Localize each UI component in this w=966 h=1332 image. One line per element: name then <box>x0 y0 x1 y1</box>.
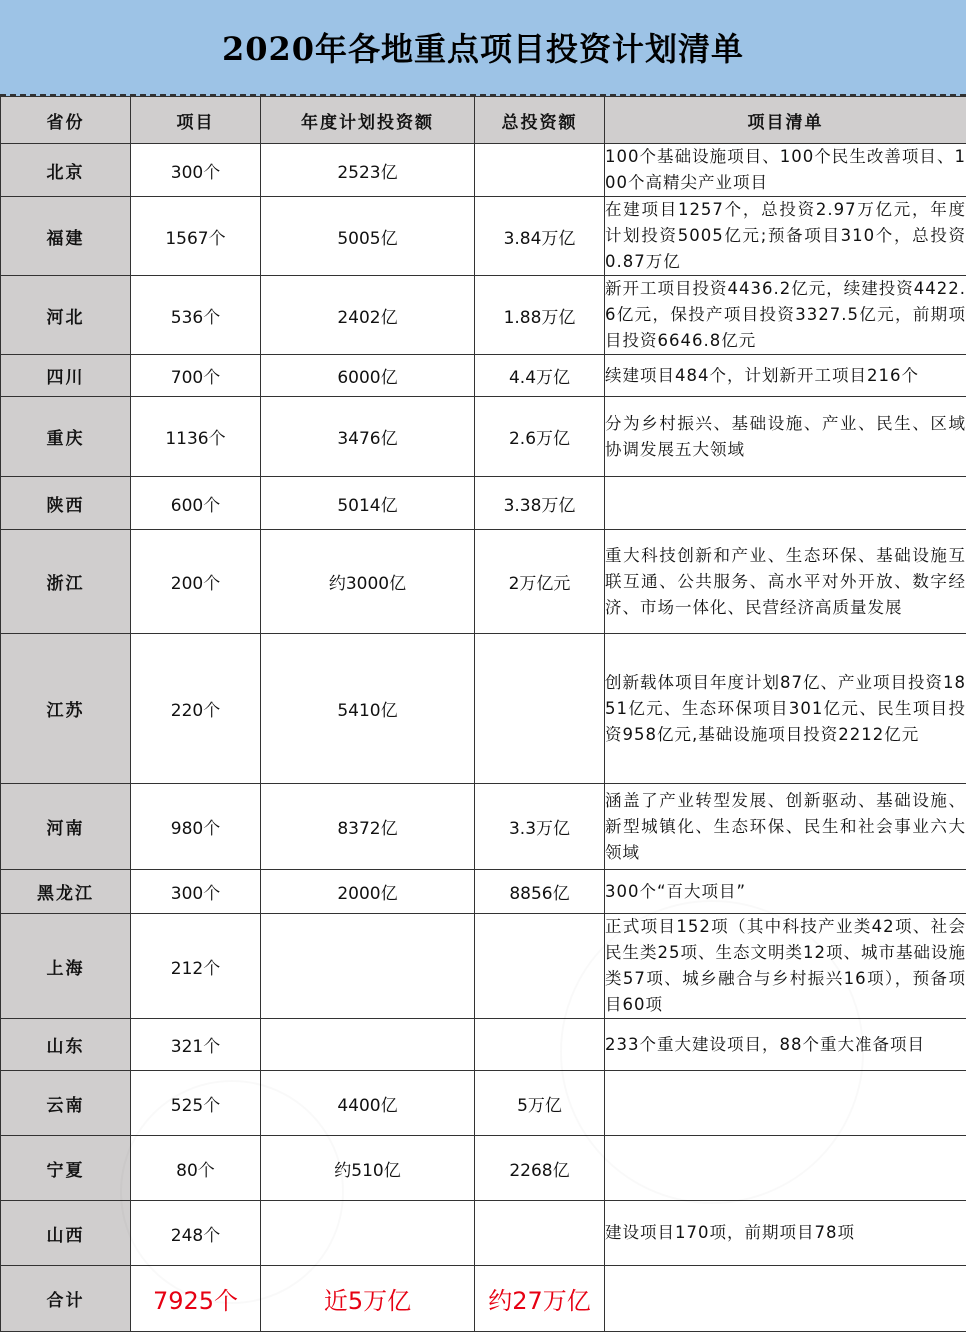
annual-investment-cell: 2523亿 <box>261 144 475 197</box>
table-row <box>1 1071 966 1136</box>
total-investment-cell: 1.88万亿 <box>475 276 605 355</box>
total-investment-cell <box>475 1019 605 1071</box>
title-bar <box>0 0 966 96</box>
province-cell: 黑龙江 <box>1 870 131 914</box>
annual-investment-cell: 2000亿 <box>261 870 475 914</box>
column-header: 年度计划投资额 <box>261 97 475 144</box>
province-cell: 宁夏 <box>1 1136 131 1201</box>
project-list-cell: 300个“百大项目” <box>605 870 966 914</box>
total-investment-cell <box>475 1201 605 1266</box>
project-count-cell: 600个 <box>131 477 261 530</box>
column-header: 总投资额 <box>475 97 605 144</box>
total-investment-cell: 4.4万亿 <box>475 355 605 397</box>
total-investment-cell: 5万亿 <box>475 1071 605 1136</box>
table-row <box>1 197 966 276</box>
annual-investment-cell: 约3000亿 <box>261 530 475 634</box>
total-investment-cell <box>475 634 605 784</box>
annual-investment-cell: 3476亿 <box>261 397 475 477</box>
annual-investment-cell <box>261 914 475 1019</box>
table-row <box>1 355 966 397</box>
province-cell: 福建 <box>1 197 131 276</box>
annual-investment-cell: 约510亿 <box>261 1136 475 1201</box>
project-list-cell: 100个基础设施项目、100个民生改善项目、100个高精尖产业项目 <box>605 144 966 197</box>
sheet-title: 2020年各地重点项目投资计划清单 <box>222 24 744 70</box>
province-cell: 重庆 <box>1 397 131 477</box>
total-label-cell: 合计 <box>1 1266 131 1332</box>
total-total-investment-cell: 约27万亿 <box>475 1266 605 1332</box>
total-investment-cell: 2268亿 <box>475 1136 605 1201</box>
project-count-cell: 248个 <box>131 1201 261 1266</box>
total-investment-cell: 2.6万亿 <box>475 397 605 477</box>
project-count-cell: 80个 <box>131 1136 261 1201</box>
header-row <box>1 97 966 144</box>
project-count-cell: 220个 <box>131 634 261 784</box>
total-investment-cell: 8856亿 <box>475 870 605 914</box>
project-list-cell <box>605 1136 966 1201</box>
project-count-cell: 1136个 <box>131 397 261 477</box>
table-row <box>1 784 966 870</box>
project-count-cell: 200个 <box>131 530 261 634</box>
province-cell: 北京 <box>1 144 131 197</box>
project-count-cell: 1567个 <box>131 197 261 276</box>
annual-investment-cell: 5005亿 <box>261 197 475 276</box>
province-cell: 陕西 <box>1 477 131 530</box>
project-list-cell: 续建项目484个，计划新开工项目216个 <box>605 355 966 397</box>
project-list-cell: 在建项目1257个，总投资2.97万亿元，年度计划投资5005亿元;预备项目310个，总投资0.87万亿 <box>605 197 966 276</box>
project-list-cell: 重大科技创新和产业、生态环保、基础设施互联互通、公共服务、高水平对外开放、数字经济、市场一体化、民营经济高质量发展 <box>605 530 966 634</box>
project-list-cell: 建设项目170项，前期项目78项 <box>605 1201 966 1266</box>
province-cell: 河北 <box>1 276 131 355</box>
table-row <box>1 276 966 355</box>
column-header: 省份 <box>1 97 131 144</box>
project-count-cell: 300个 <box>131 144 261 197</box>
annual-investment-cell: 5014亿 <box>261 477 475 530</box>
total-investment-cell <box>475 914 605 1019</box>
project-count-cell: 980个 <box>131 784 261 870</box>
table-row <box>1 397 966 477</box>
annual-investment-cell <box>261 1201 475 1266</box>
total-project-count-cell: 7925个 <box>131 1266 261 1332</box>
project-list-cell: 涵盖了产业转型发展、创新驱动、基础设施、新型城镇化、生态环保、民生和社会事业六大领域 <box>605 784 966 870</box>
project-list-cell: 新开工项目投资4436.2亿元，续建投资4422.6亿元，保投产项目投资3327.5亿元，前期项目投资6646.8亿元 <box>605 276 966 355</box>
table-row <box>1 914 966 1019</box>
project-list-cell <box>605 1071 966 1136</box>
annual-investment-cell: 4400亿 <box>261 1071 475 1136</box>
province-cell: 四川 <box>1 355 131 397</box>
annual-investment-cell: 5410亿 <box>261 634 475 784</box>
province-cell: 浙江 <box>1 530 131 634</box>
table-row <box>1 1201 966 1266</box>
province-cell: 河南 <box>1 784 131 870</box>
project-list-cell: 分为乡村振兴、基础设施、产业、民生、区域协调发展五大领域 <box>605 397 966 477</box>
project-count-cell: 300个 <box>131 870 261 914</box>
total-investment-cell: 3.38万亿 <box>475 477 605 530</box>
table-row <box>1 530 966 634</box>
column-header: 项目 <box>131 97 261 144</box>
project-count-cell: 321个 <box>131 1019 261 1071</box>
project-list-cell: 正式项目152项（其中科技产业类42项、社会民生类25项、生态文明类12项、城市基础设施类57项、城乡融合与乡村振兴16项），预备项目60项 <box>605 914 966 1019</box>
province-cell: 江苏 <box>1 634 131 784</box>
province-cell: 山西 <box>1 1201 131 1266</box>
province-cell: 山东 <box>1 1019 131 1071</box>
total-row <box>1 1266 966 1332</box>
project-list-cell: 创新载体项目年度计划87亿、产业项目投资1851亿元、生态环保项目301亿元、民生项目投资958亿元,基础设施项目投资2212亿元 <box>605 634 966 784</box>
table-row <box>1 477 966 530</box>
total-investment-cell <box>475 144 605 197</box>
project-list-cell: 233个重大建设项目，88个重大准备项目 <box>605 1019 966 1071</box>
table-row <box>1 1136 966 1201</box>
investment-table <box>0 96 966 1332</box>
column-header: 项目清单 <box>605 97 966 144</box>
annual-investment-cell: 8372亿 <box>261 784 475 870</box>
annual-investment-cell <box>261 1019 475 1071</box>
total-annual-investment-cell: 近5万亿 <box>261 1266 475 1332</box>
project-list-cell <box>605 477 966 530</box>
project-count-cell: 700个 <box>131 355 261 397</box>
project-count-cell: 212个 <box>131 914 261 1019</box>
province-cell: 云南 <box>1 1071 131 1136</box>
table-row <box>1 1019 966 1071</box>
annual-investment-cell: 2402亿 <box>261 276 475 355</box>
table-row <box>1 634 966 784</box>
total-investment-cell: 3.84万亿 <box>475 197 605 276</box>
annual-investment-cell: 6000亿 <box>261 355 475 397</box>
project-count-cell: 536个 <box>131 276 261 355</box>
total-investment-cell: 2万亿元 <box>475 530 605 634</box>
project-count-cell: 525个 <box>131 1071 261 1136</box>
province-cell: 上海 <box>1 914 131 1019</box>
total-investment-cell: 3.3万亿 <box>475 784 605 870</box>
table-row <box>1 144 966 197</box>
table-row <box>1 870 966 914</box>
total-project-list-cell <box>605 1266 966 1332</box>
